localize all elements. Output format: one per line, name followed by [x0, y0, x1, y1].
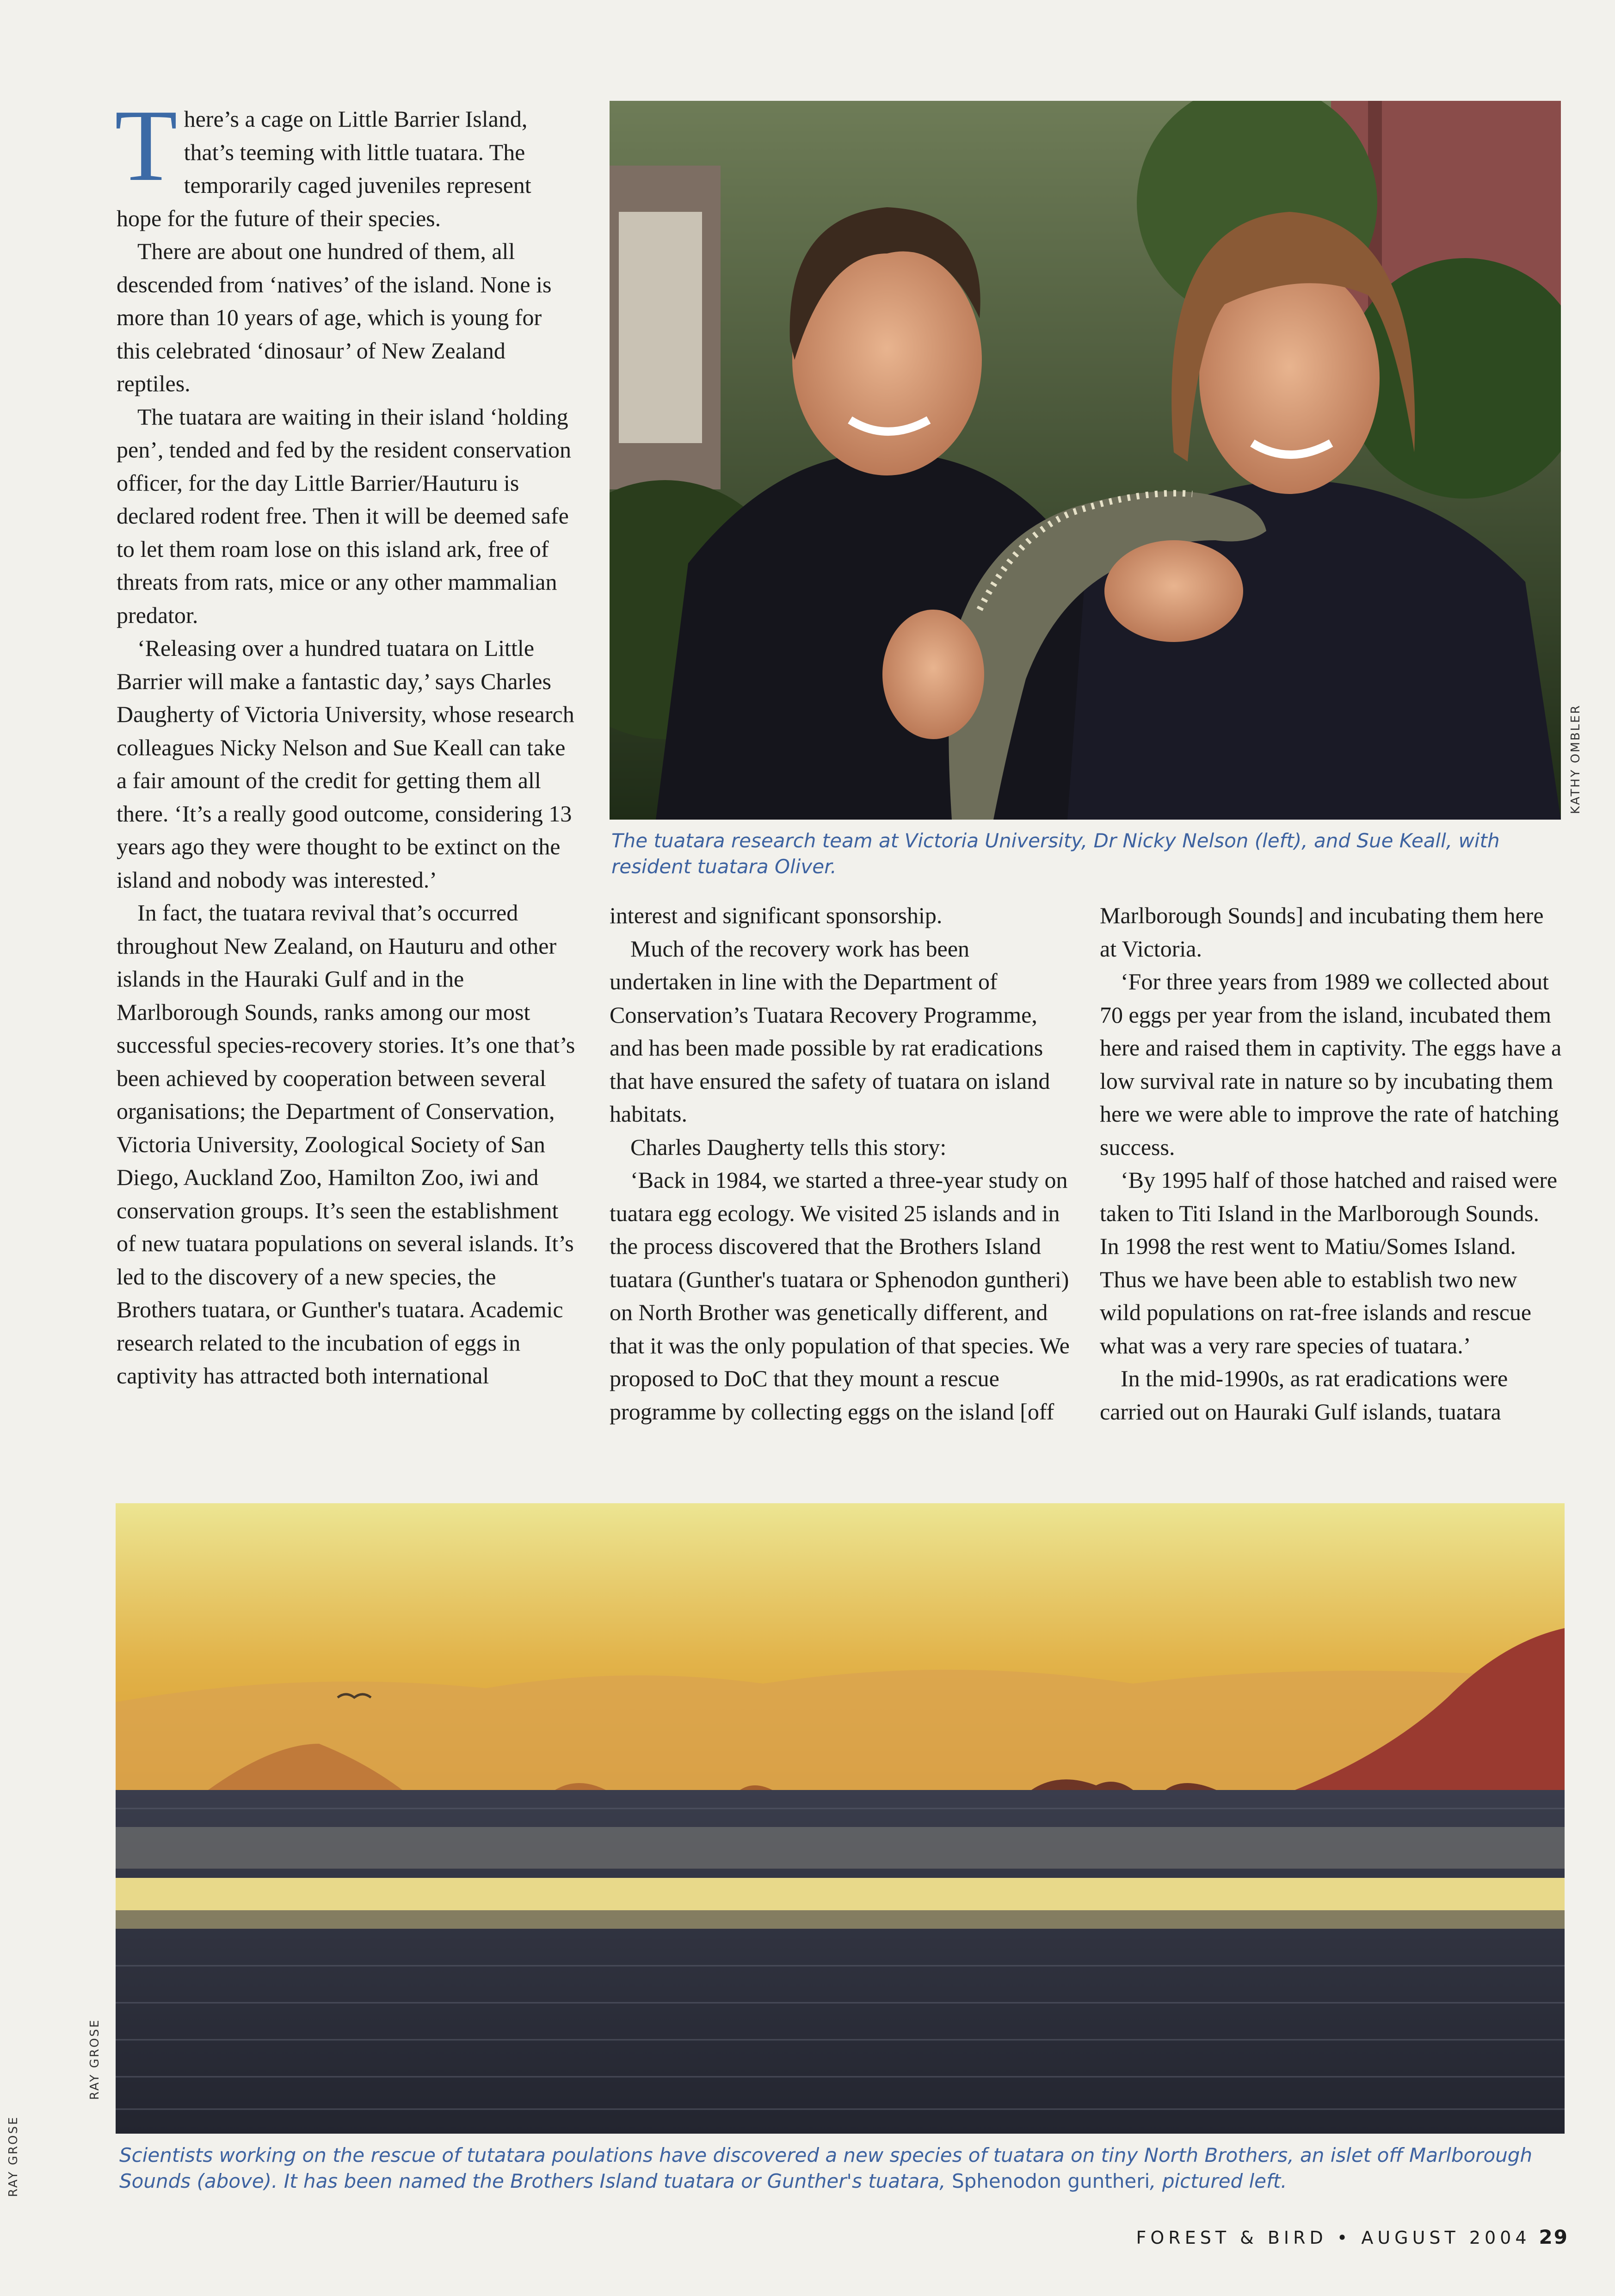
paragraph: In the mid-1990s, as rat eradications were carried out on Hauraki Gulf islands, tuatara: [1100, 1365, 1508, 1425]
team-photo-caption: The tuatara research team at Victoria University, Dr Nicky Nelson (left), and Sue Keall, with resident tuatara Oliver.: [611, 829, 1500, 878]
paragraph: ‘For three years from 1989 we collected about 70 eggs per year from the island, incubated them here and raised them in captivity. The eggs have a low survival rate in nature so by incubating them here we were able to improve the rate of hatching success.: [1100, 969, 1562, 1160]
photo-credit: RAY GROSE: [6, 2116, 20, 2197]
page-footer: [1136, 2226, 1569, 2248]
paragraph: ‘By 1995 half of those hatched and raised were taken to Titi Island in the Marlborough Sounds. In 1998 the rest went to Matiu/Somes Island. Thus we have been able to establish two new wild populations on rat-free islands and rescue what was a very rare species of tuatara.’: [1100, 1167, 1558, 1358]
paragraph: Marlborough Sounds] and incubating them here at Victoria.: [1100, 902, 1544, 962]
paragraph: interest and significant sponsorship.: [610, 902, 943, 928]
photo-credit: RAY GROSE: [88, 2018, 102, 2100]
sea-photo-caption: Scientists working on the rescue of tutatara poulations have discovered a new species of tuatara on tiny North Brothers, an islet off Marlborough Sounds (above). It has been named the Brothers Island tuatara or Gunther's tuatara, Sphenodon guntheri, pictured left.: [119, 2144, 1533, 2192]
paragraph: There are about one hundred of them, all descended from ‘natives’ of the island. None is more than 10 years of age, which is young for this celebrated ‘dinosaur’ of New Zealand reptiles.: [117, 238, 552, 396]
sunset-sea-illustration: [116, 1503, 1565, 2134]
photo-credit: KATHY OMBLER: [1569, 704, 1583, 814]
paragraph: ‘Back in 1984, we started a three-year study on tuatara egg ecology. We visited 25 islands and in the process discovered that the Brothers Island tuatara (Gunther's tuatara or Sphenodon guntheri) on North Brother was genetically different, and that it was the only population of that species. We proposed to DoC that they mount a rescue programme by collecting eggs on the island [off: [610, 1167, 1070, 1425]
drop-cap: T: [115, 89, 178, 203]
paragraph: ‘Releasing over a hundred tuatara on Little Barrier will make a fantastic day,’ says Charles Daugherty of Victoria University, whose research colleagues Nicky Nelson and Sue Keall can take a fair amount of the credit for getting them all there. ‘It’s a really good outcome, considering 13 years ago they were thought to be extinct on the island and nobody was interested.’: [117, 635, 574, 893]
paragraph: There’s a cage on Little Barrier Island, that’s teeming with little tuatara. The temporarily caged juveniles represent hope for the future of their species.: [115, 89, 531, 231]
research-team-photo: [610, 101, 1561, 820]
research-team-illustration: [610, 101, 1561, 820]
paragraph: Charles Daugherty tells this story:: [630, 1134, 947, 1160]
paragraph: Much of the recovery work has been undertaken in line with the Department of Conservation’s Tuatara Recovery Programme, and has been made possible by rat eradications that have ensured the safety of tuatara on island habitats.: [610, 935, 1050, 1127]
publication-info: FOREST & BIRD • AUGUST 2004: [1136, 2228, 1531, 2248]
page-number: 29: [1539, 2226, 1569, 2248]
paragraph: In fact, the tuatara revival that’s occurred throughout New Zealand, on Hauturu and other islands in the Hauraki Gulf and in the Marlborough Sounds, ranks among our most successful species-recovery stories. It’s one that’s been achieved by cooperation between several organisations; the Department of Conservation, Victoria University, Zoological Society of San Diego, Auckland Zoo, Hamilton Zoo, iwi and conservation groups. It’s seen the establishment of new tuatara populations on several islands. It’s led to the discovery of a new species, the Brothers tuatara, or Gunther's tuatara. Academic research related to the incubation of eggs in captivity has attracted both international: [117, 900, 575, 1389]
article-column-3: [1100, 899, 1562, 1428]
article-column-1: [115, 89, 577, 1393]
species-name: Sphenodon guntheri: [951, 2170, 1150, 2192]
article-column-2: [610, 899, 1072, 1428]
paragraph: The tuatara are waiting in their island ‘holding pen’, tended and fed by the resident conservation officer, for the day Little Barrier/Hauturu is declared rodent free. Then it will be deemed safe to let them roam lose on this island ark, free of threats from rats, mice or any other mammalian predator.: [117, 403, 571, 628]
north-brothers-photo: [116, 1503, 1565, 2134]
